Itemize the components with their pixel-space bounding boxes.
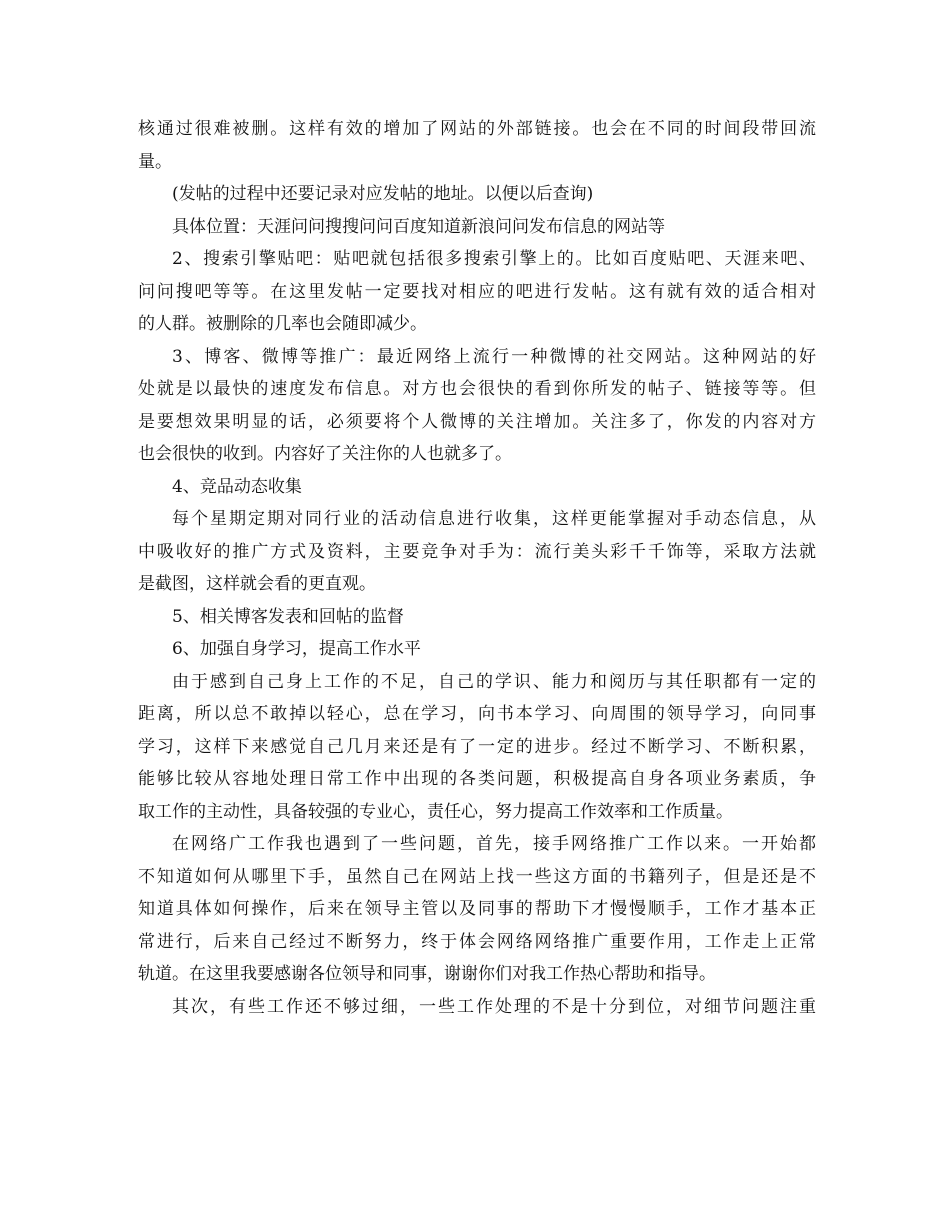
text-line: (发帖的过程中还要记录对应发帖的地址。以便以后查询) [172,184,594,204]
text-line: 具体位置：天涯问问搜搜问问百度知道新浪问问发布信息的网站等 [172,216,665,237]
text-line: 是截图，这样就会看的更直观。 [138,574,376,594]
text-line: 常进行，后来自己经过不断努力，终于体会网络网络推广重要作用，工作走上正常 [138,931,816,952]
text-line: 也会很快的收到。内容好了关注你的人也就多了。 [138,444,512,464]
text-line: 其次，有些工作还不够过细，一些工作处理的不是十分到位，对细节问题注重 [172,996,816,1017]
document-body [138,113,816,1023]
text-line: 问问搜吧等等。在这里发帖一定要找对相应的吧进行发帖。这有就有效的适合相对 [138,281,816,302]
text-line: 2、搜索引擎贴吧：贴吧就包括很多搜索引擎上的。比如百度贴吧、天涯来吧、 [172,249,816,269]
text-line: 中吸收好的推广方式及资料，主要竞争对手为：流行美头彩千千饰等，采取方法就 [138,541,816,562]
text-line: 核通过很难被删。这样有效的增加了网站的外部链接。也会在不同的时间段带回流 [138,119,816,139]
text-line: 处就是以最快的速度发布信息。对方也会很快的看到你所发的帖子、链接等等。但 [138,379,816,399]
text-line: 3、博客、微博等推广：最近网络上流行一种微博的社交网站。这种网站的好 [172,346,816,367]
text-line: 轨道。在这里我要感谢各位领导和同事，谢谢你们对我工作热心帮助和指导。 [138,964,716,984]
text-line: 学习，这样下来感觉自己几月来还是有了一定的进步。经过不断学习、不断积累， [138,736,816,757]
text-line: 量。 [138,151,172,172]
text-line: 的人群。被删除的几率也会随即减少。 [138,314,427,334]
text-line: 知道具体如何操作，后来在领导主管以及同事的帮助下才慢慢顺手，工作才基本正 [138,899,816,919]
text-line: 取工作的主动性，具备较强的专业心，责任心，努力提高工作效率和工作质量。 [138,801,733,822]
text-line: 5、相关博客发表和回帖的监督 [172,606,404,627]
text-line: 每个星期定期对同行业的活动信息进行收集，这样更能掌握对手动态信息，从 [172,509,816,529]
text-line: 不知道如何从哪里下手，虽然自己在网站上找一些这方面的书籍列子，但是还是不 [138,866,816,887]
text-line: 距离，所以总不敢掉以轻心，总在学习，向书本学习、向周围的领导学习，向同事 [138,704,816,724]
text-line: 4、竞品动态收集 [172,476,302,497]
text-line: 在网络广工作我也遇到了一些问题，首先，接手网络推广工作以来。一开始都 [172,834,816,854]
text-line: 是要想效果明显的话，必须要将个人微博的关注增加。关注多了，你发的内容对方 [138,411,816,432]
text-line: 能够比较从容地处理日常工作中出现的各类问题，积极提高自身各项业务素质，争 [138,769,816,789]
text-line: 由于感到自己身上工作的不足，自己的学识、能力和阅历与其任职都有一定的 [172,671,816,692]
text-line: 6、加强自身学习，提高工作水平 [172,639,421,659]
